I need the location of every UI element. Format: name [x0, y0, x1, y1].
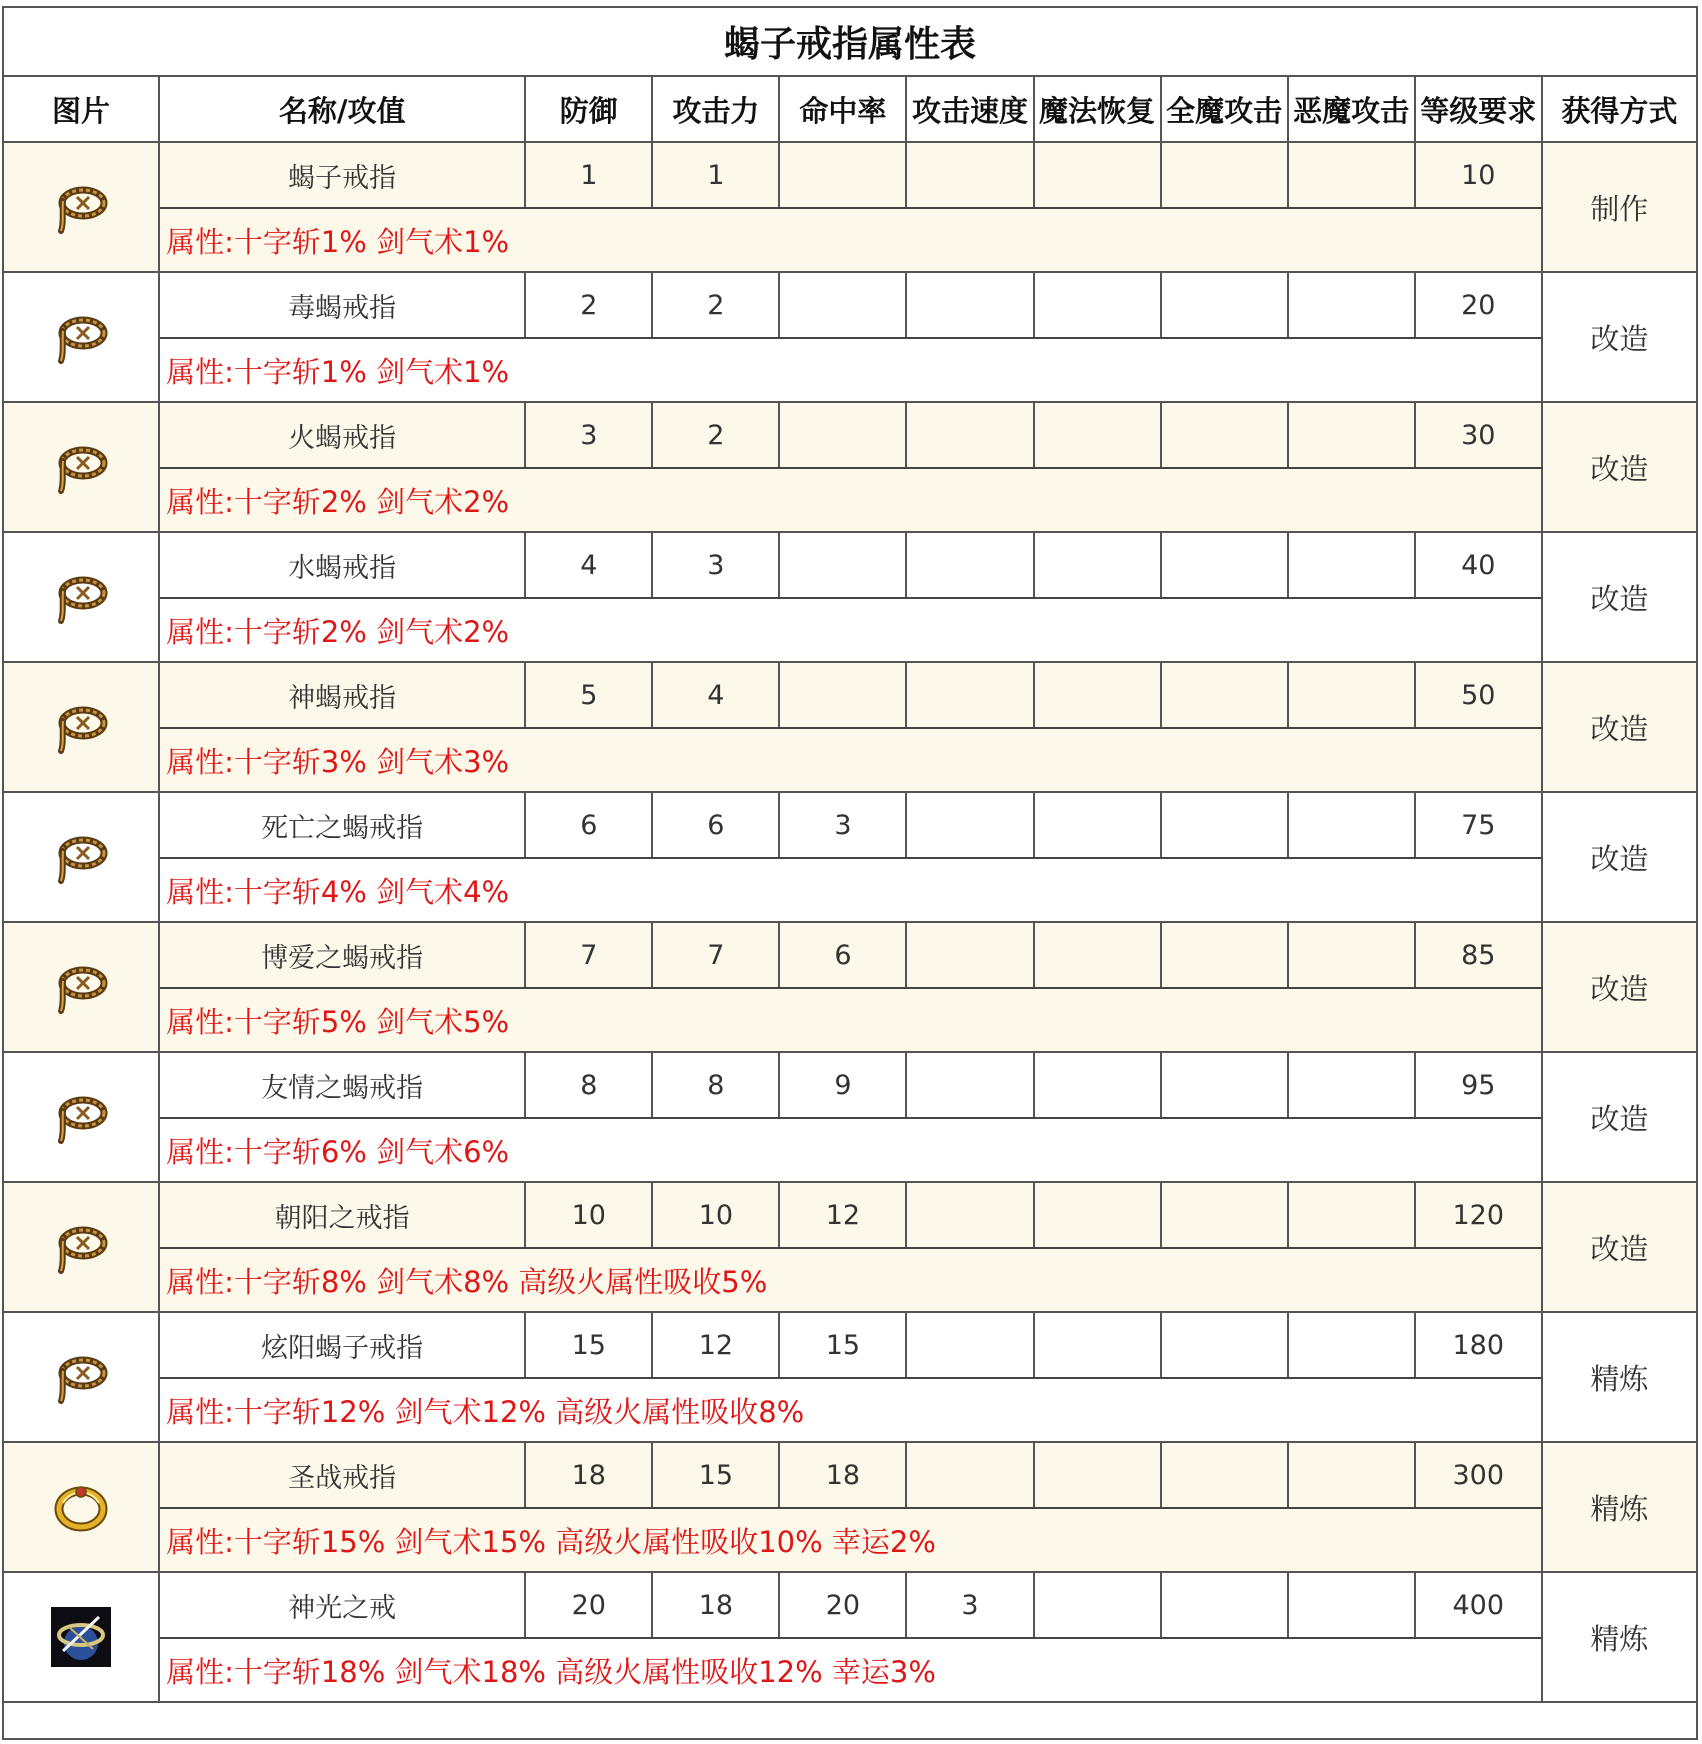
accuracy-value: 20	[779, 1572, 906, 1638]
demon-attack-value	[1288, 1312, 1415, 1378]
table-row	[4, 662, 1696, 728]
acquisition-method: 改造	[1542, 1052, 1696, 1182]
attack-speed-value	[906, 532, 1033, 598]
magic-recovery-value	[1034, 662, 1161, 728]
defense-value: 7	[525, 922, 652, 988]
attack-speed-value	[906, 1442, 1033, 1508]
demon-attack-value	[1288, 662, 1415, 728]
level-requirement: 40	[1415, 532, 1542, 598]
ring-image-cell	[4, 662, 159, 792]
ring-attributes: 属性:十字斩1% 剑气术1%	[159, 338, 1542, 402]
ring-entry	[4, 1052, 1696, 1182]
all-magic-attack-value	[1161, 792, 1288, 858]
table-row-attributes	[4, 1638, 1696, 1702]
accuracy-value: 6	[779, 922, 906, 988]
attack-value: 8	[652, 1052, 779, 1118]
ring-attributes: 属性:十字斩6% 剑气术6%	[159, 1118, 1542, 1182]
ring-entry	[4, 662, 1696, 792]
table-row	[4, 532, 1696, 598]
level-requirement: 120	[1415, 1182, 1542, 1248]
magic-recovery-value	[1034, 402, 1161, 468]
table-row-attributes	[4, 858, 1696, 922]
demon-attack-value	[1288, 922, 1415, 988]
attack-value: 10	[652, 1182, 779, 1248]
scorpion-ring-icon	[49, 435, 113, 499]
accuracy-value	[779, 272, 906, 338]
demon-attack-value	[1288, 402, 1415, 468]
accuracy-value: 12	[779, 1182, 906, 1248]
all-magic-attack-value	[1161, 272, 1288, 338]
table-row	[4, 922, 1696, 988]
ring-name: 毒蝎戒指	[159, 272, 525, 338]
attack-value: 12	[652, 1312, 779, 1378]
ring-name: 神蝎戒指	[159, 662, 525, 728]
accuracy-value	[779, 662, 906, 728]
demon-attack-value	[1288, 1182, 1415, 1248]
table-row	[4, 402, 1696, 468]
ring-entry	[4, 272, 1696, 402]
demon-attack-value	[1288, 272, 1415, 338]
ring-attributes: 属性:十字斩12% 剑气术12% 高级火属性吸收8%	[159, 1378, 1542, 1442]
level-requirement: 180	[1415, 1312, 1542, 1378]
level-requirement: 85	[1415, 922, 1542, 988]
all-magic-attack-value	[1161, 532, 1288, 598]
ring-name: 朝阳之戒指	[159, 1182, 525, 1248]
ring-entry	[4, 1442, 1696, 1572]
ring-image-cell	[4, 1052, 159, 1182]
table-row	[4, 272, 1696, 338]
accuracy-value	[779, 142, 906, 208]
demon-attack-value	[1288, 142, 1415, 208]
attack-speed-value	[906, 792, 1033, 858]
table-row-attributes	[4, 468, 1696, 532]
magic-recovery-value	[1034, 792, 1161, 858]
ring-attribute-sheet	[2, 6, 1698, 1740]
acquisition-method: 改造	[1542, 402, 1696, 532]
ring-image-cell	[4, 402, 159, 532]
demon-attack-value	[1288, 1572, 1415, 1638]
table-row-attributes	[4, 988, 1696, 1052]
scorpion-ring-icon	[49, 175, 113, 239]
header-name: 名称/攻值	[159, 77, 525, 142]
ring-image-cell	[4, 272, 159, 402]
ring-entry	[4, 792, 1696, 922]
attack-speed-value	[906, 142, 1033, 208]
table-row-attributes	[4, 1248, 1696, 1312]
header-level: 等级要求	[1415, 77, 1542, 142]
scorpion-ring-icon	[49, 305, 113, 369]
ring-name: 圣战戒指	[159, 1442, 525, 1508]
magic-recovery-value	[1034, 532, 1161, 598]
acquisition-method: 改造	[1542, 662, 1696, 792]
table-row	[4, 142, 1696, 208]
ring-attribute-table	[4, 77, 1696, 1703]
attack-speed-value	[906, 922, 1033, 988]
attack-value: 2	[652, 402, 779, 468]
acquisition-method: 精炼	[1542, 1572, 1696, 1702]
level-requirement: 20	[1415, 272, 1542, 338]
ring-attributes: 属性:十字斩3% 剑气术3%	[159, 728, 1542, 792]
level-requirement: 95	[1415, 1052, 1542, 1118]
defense-value: 6	[525, 792, 652, 858]
attack-speed-value	[906, 1052, 1033, 1118]
magic-recovery-value	[1034, 1312, 1161, 1378]
ring-name: 水蝎戒指	[159, 532, 525, 598]
ring-attributes: 属性:十字斩15% 剑气术15% 高级火属性吸收10% 幸运2%	[159, 1508, 1542, 1572]
accuracy-value	[779, 532, 906, 598]
header-row	[4, 77, 1696, 142]
acquisition-method: 改造	[1542, 272, 1696, 402]
attack-value: 1	[652, 142, 779, 208]
defense-value: 15	[525, 1312, 652, 1378]
header-defense: 防御	[525, 77, 652, 142]
header-all-magic-attack: 全魔攻击	[1161, 77, 1288, 142]
demon-attack-value	[1288, 532, 1415, 598]
ring-name: 友情之蝎戒指	[159, 1052, 525, 1118]
table-row-attributes	[4, 208, 1696, 272]
table-row	[4, 1312, 1696, 1378]
attack-speed-value	[906, 1312, 1033, 1378]
attack-value: 4	[652, 662, 779, 728]
acquisition-method: 改造	[1542, 1182, 1696, 1312]
ring-entry	[4, 402, 1696, 532]
ring-name: 神光之戒	[159, 1572, 525, 1638]
table-row-attributes	[4, 1118, 1696, 1182]
level-requirement: 400	[1415, 1572, 1542, 1638]
table-row	[4, 1052, 1696, 1118]
header-attack-speed: 攻击速度	[906, 77, 1033, 142]
defense-value: 8	[525, 1052, 652, 1118]
ring-entry	[4, 142, 1696, 272]
attack-speed-value: 3	[906, 1572, 1033, 1638]
magic-recovery-value	[1034, 1052, 1161, 1118]
ring-image-cell	[4, 792, 159, 922]
header-image: 图片	[4, 77, 159, 142]
table-row	[4, 792, 1696, 858]
ring-attributes: 属性:十字斩8% 剑气术8% 高级火属性吸收5%	[159, 1248, 1542, 1312]
table-row	[4, 1442, 1696, 1508]
table-row-attributes	[4, 1508, 1696, 1572]
all-magic-attack-value	[1161, 922, 1288, 988]
ring-entry	[4, 1312, 1696, 1442]
ring-attributes: 属性:十字斩1% 剑气术1%	[159, 208, 1542, 272]
header-accuracy: 命中率	[779, 77, 906, 142]
scorpion-ring-icon	[49, 955, 113, 1019]
all-magic-attack-value	[1161, 1182, 1288, 1248]
ring-image-cell	[4, 532, 159, 662]
ring-attributes: 属性:十字斩4% 剑气术4%	[159, 858, 1542, 922]
all-magic-attack-value	[1161, 402, 1288, 468]
table-row	[4, 1572, 1696, 1638]
ring-entry	[4, 532, 1696, 662]
defense-value: 4	[525, 532, 652, 598]
ring-image-cell	[4, 1442, 159, 1572]
scorpion-ring-icon	[49, 1345, 113, 1409]
scorpion-ring-icon	[49, 825, 113, 889]
defense-value: 2	[525, 272, 652, 338]
divine-light-ring-icon	[49, 1605, 113, 1669]
attack-speed-value	[906, 402, 1033, 468]
table-row-attributes	[4, 1378, 1696, 1442]
accuracy-value: 18	[779, 1442, 906, 1508]
attack-value: 6	[652, 792, 779, 858]
attack-value: 7	[652, 922, 779, 988]
table-title: 蝎子戒指属性表	[4, 8, 1696, 77]
ring-entry	[4, 1182, 1696, 1312]
attack-speed-value	[906, 662, 1033, 728]
all-magic-attack-value	[1161, 662, 1288, 728]
attack-speed-value	[906, 1182, 1033, 1248]
magic-recovery-value	[1034, 1572, 1161, 1638]
acquisition-method: 改造	[1542, 532, 1696, 662]
ring-image-cell	[4, 922, 159, 1052]
ring-image-cell	[4, 1572, 159, 1702]
attack-value: 18	[652, 1572, 779, 1638]
level-requirement: 75	[1415, 792, 1542, 858]
accuracy-value: 9	[779, 1052, 906, 1118]
scorpion-ring-icon	[49, 565, 113, 629]
all-magic-attack-value	[1161, 1312, 1288, 1378]
ring-attributes: 属性:十字斩2% 剑气术2%	[159, 468, 1542, 532]
table-row-attributes	[4, 598, 1696, 662]
accuracy-value: 3	[779, 792, 906, 858]
header-demon-attack: 恶魔攻击	[1288, 77, 1415, 142]
acquisition-method: 制作	[1542, 142, 1696, 272]
defense-value: 20	[525, 1572, 652, 1638]
header-method: 获得方式	[1542, 77, 1696, 142]
magic-recovery-value	[1034, 272, 1161, 338]
table-row-attributes	[4, 338, 1696, 402]
demon-attack-value	[1288, 792, 1415, 858]
all-magic-attack-value	[1161, 1052, 1288, 1118]
scorpion-ring-icon	[49, 1085, 113, 1149]
level-requirement: 10	[1415, 142, 1542, 208]
acquisition-method: 改造	[1542, 922, 1696, 1052]
defense-value: 18	[525, 1442, 652, 1508]
ring-attributes: 属性:十字斩2% 剑气术2%	[159, 598, 1542, 662]
ring-name: 死亡之蝎戒指	[159, 792, 525, 858]
accuracy-value: 15	[779, 1312, 906, 1378]
demon-attack-value	[1288, 1442, 1415, 1508]
accuracy-value	[779, 402, 906, 468]
all-magic-attack-value	[1161, 1572, 1288, 1638]
ring-image-cell	[4, 1182, 159, 1312]
ring-name: 火蝎戒指	[159, 402, 525, 468]
header-attack: 攻击力	[652, 77, 779, 142]
scorpion-ring-icon	[49, 695, 113, 759]
level-requirement: 50	[1415, 662, 1542, 728]
attack-value: 15	[652, 1442, 779, 1508]
demon-attack-value	[1288, 1052, 1415, 1118]
magic-recovery-value	[1034, 1442, 1161, 1508]
ring-name: 蝎子戒指	[159, 142, 525, 208]
all-magic-attack-value	[1161, 1442, 1288, 1508]
ring-entry	[4, 922, 1696, 1052]
magic-recovery-value	[1034, 1182, 1161, 1248]
ring-name: 博爱之蝎戒指	[159, 922, 525, 988]
gold-ring-icon	[49, 1475, 113, 1539]
ring-image-cell	[4, 1312, 159, 1442]
defense-value: 3	[525, 402, 652, 468]
table-row	[4, 1182, 1696, 1248]
ring-name: 炫阳蝎子戒指	[159, 1312, 525, 1378]
acquisition-method: 精炼	[1542, 1312, 1696, 1442]
level-requirement: 300	[1415, 1442, 1542, 1508]
all-magic-attack-value	[1161, 142, 1288, 208]
level-requirement: 30	[1415, 402, 1542, 468]
ring-entry	[4, 1572, 1696, 1702]
ring-attributes: 属性:十字斩18% 剑气术18% 高级火属性吸收12% 幸运3%	[159, 1638, 1542, 1702]
header-magic-recovery: 魔法恢复	[1034, 77, 1161, 142]
attack-value: 2	[652, 272, 779, 338]
acquisition-method: 改造	[1542, 792, 1696, 922]
defense-value: 1	[525, 142, 652, 208]
magic-recovery-value	[1034, 922, 1161, 988]
acquisition-method: 精炼	[1542, 1442, 1696, 1572]
ring-image-cell	[4, 142, 159, 272]
defense-value: 5	[525, 662, 652, 728]
attack-value: 3	[652, 532, 779, 598]
table-row-attributes	[4, 728, 1696, 792]
defense-value: 10	[525, 1182, 652, 1248]
ring-attributes: 属性:十字斩5% 剑气术5%	[159, 988, 1542, 1052]
magic-recovery-value	[1034, 142, 1161, 208]
attack-speed-value	[906, 272, 1033, 338]
scorpion-ring-icon	[49, 1215, 113, 1279]
